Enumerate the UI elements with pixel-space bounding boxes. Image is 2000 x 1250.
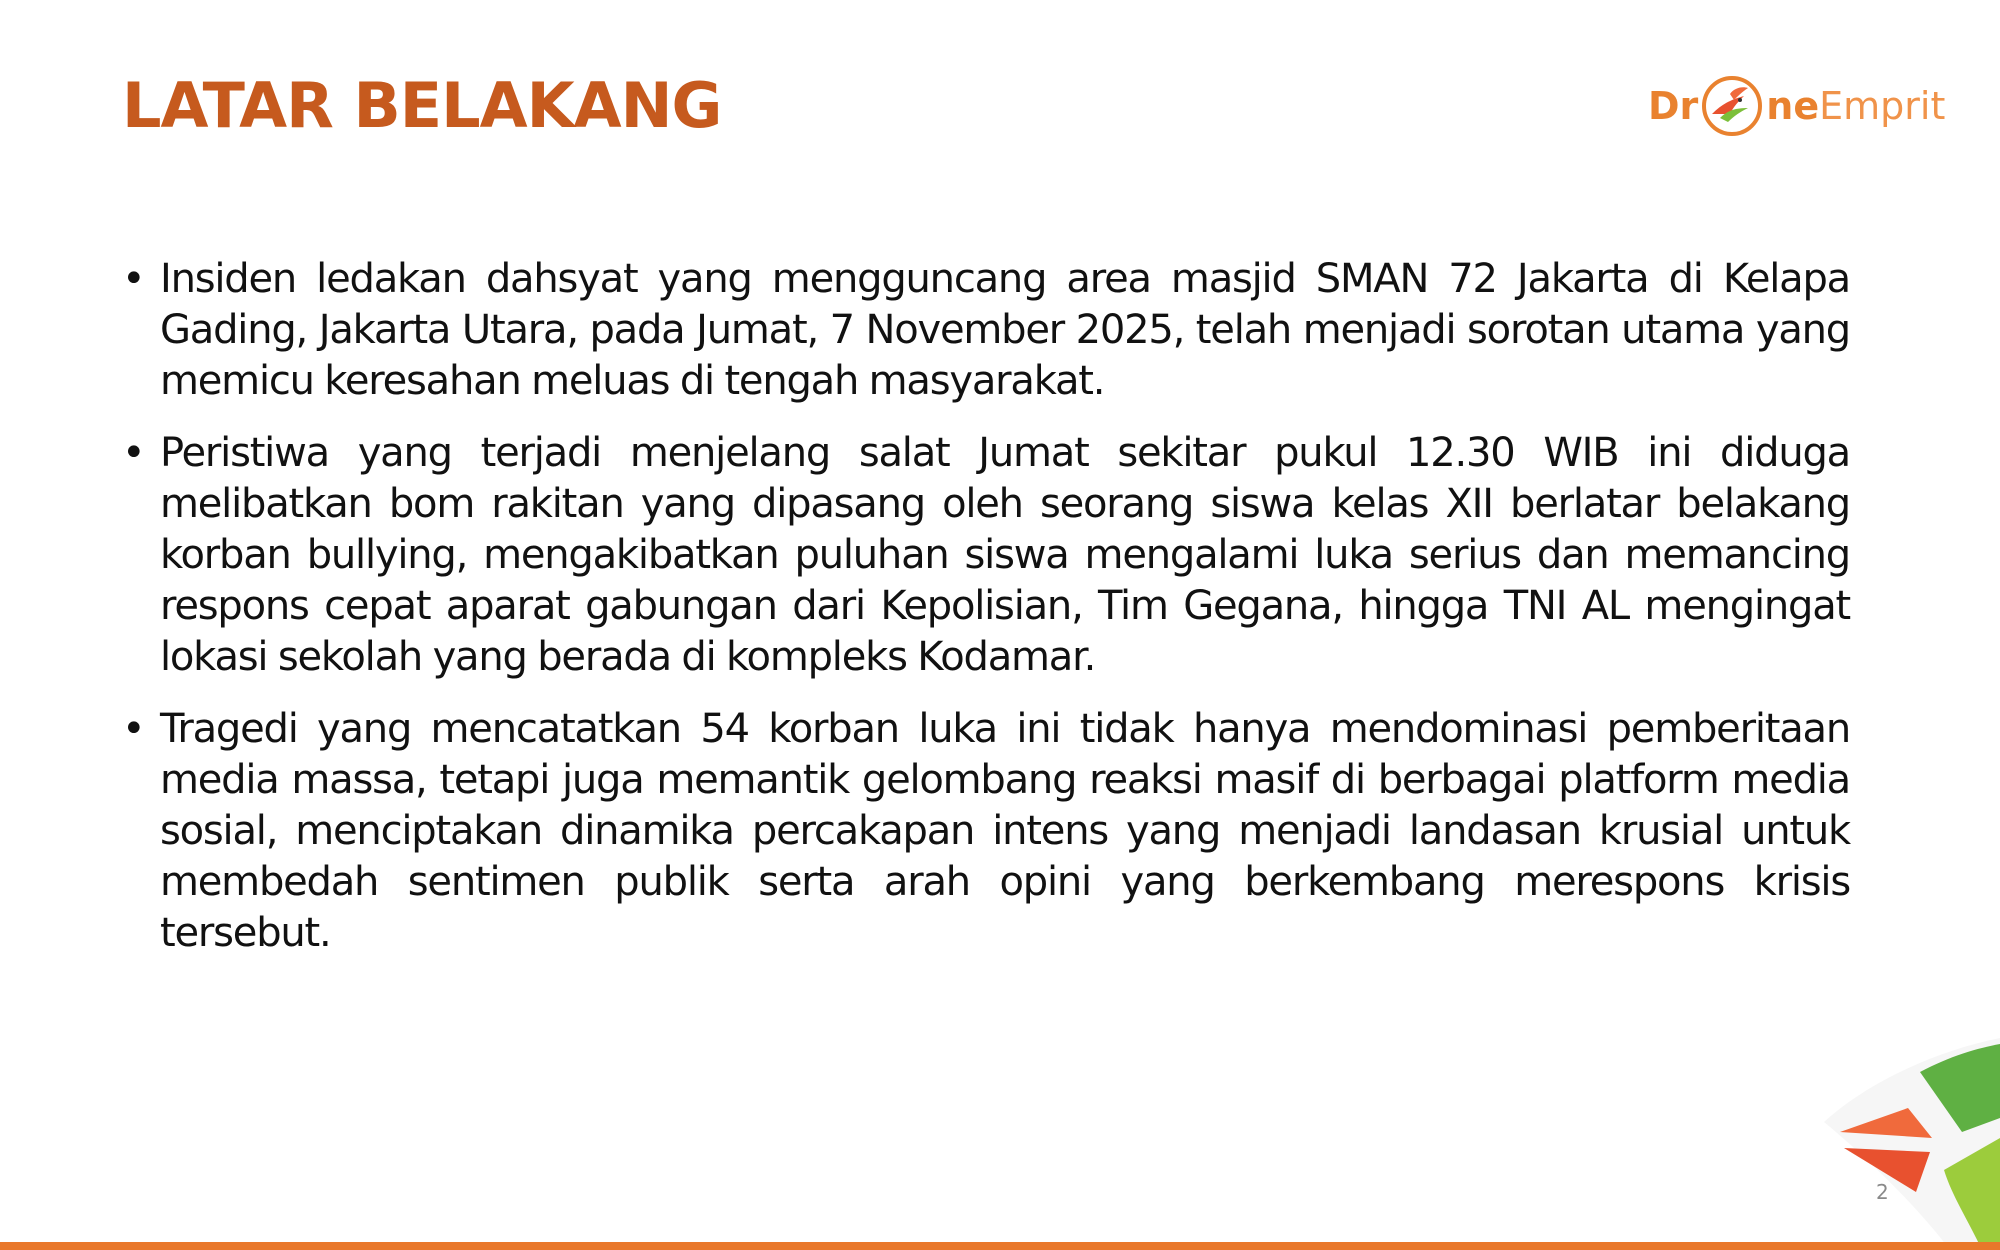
bird-in-circle-icon xyxy=(1700,74,1764,138)
bullet-item xyxy=(122,704,1850,959)
bullet-marker: • xyxy=(122,430,145,476)
bullet-text: Tragedi yang mencatatkan 54 korban luka ini tidak hanya mendominasi pemberitaan media massa, tetapi juga memantik gelombang reaksi masif di berbagai platform media sosial, menciptakan dinamika percakapan intens yang menjadi landasan krusial untuk membedah sentimen publik serta arah opini yang berkembang merespons krisis tersebut. xyxy=(160,706,1850,956)
leaf-petal-decoration xyxy=(1800,1020,2000,1250)
bullet-list xyxy=(122,254,1850,959)
bullet-text: Peristiwa yang terjadi menjelang salat Jumat sekitar pukul 12.30 WIB ini diduga melibatkan bom rakitan yang dipasang oleh seorang siswa kelas XII berlatar belakang korban bullying, mengakibatkan puluhan siswa mengalami luka serius dan memancing respons cepat aparat gabungan dari Kepolisian, Tim Gegana, hingga TNI AL mengingat lokasi sekolah yang berada di kompleks Kodamar. xyxy=(160,430,1850,680)
logo-text-ne: ne xyxy=(1766,84,1820,128)
bullet-marker: • xyxy=(122,256,145,302)
page-number: 2 xyxy=(1876,1180,1889,1204)
bullet-item xyxy=(122,254,1850,407)
bullet-text: Insiden ledakan dahsyat yang mengguncang area masjid SMAN 72 Jakarta di Kelapa Gading, Jakarta Utara, pada Jumat, 7 November 2025, telah menjadi sorotan utama yang memicu keresahan meluas di tengah masyarakat. xyxy=(160,256,1850,404)
logo-text-emprit: Emprit xyxy=(1819,84,1946,128)
logo xyxy=(1648,70,1945,142)
logo-text-dr: Dr xyxy=(1648,84,1699,128)
bullet-marker: • xyxy=(122,706,145,752)
bottom-accent-bar xyxy=(0,1242,2000,1250)
bullet-item xyxy=(122,428,1850,683)
slide-content xyxy=(122,254,1850,980)
slide-title: LATAR BELAKANG xyxy=(122,69,722,142)
